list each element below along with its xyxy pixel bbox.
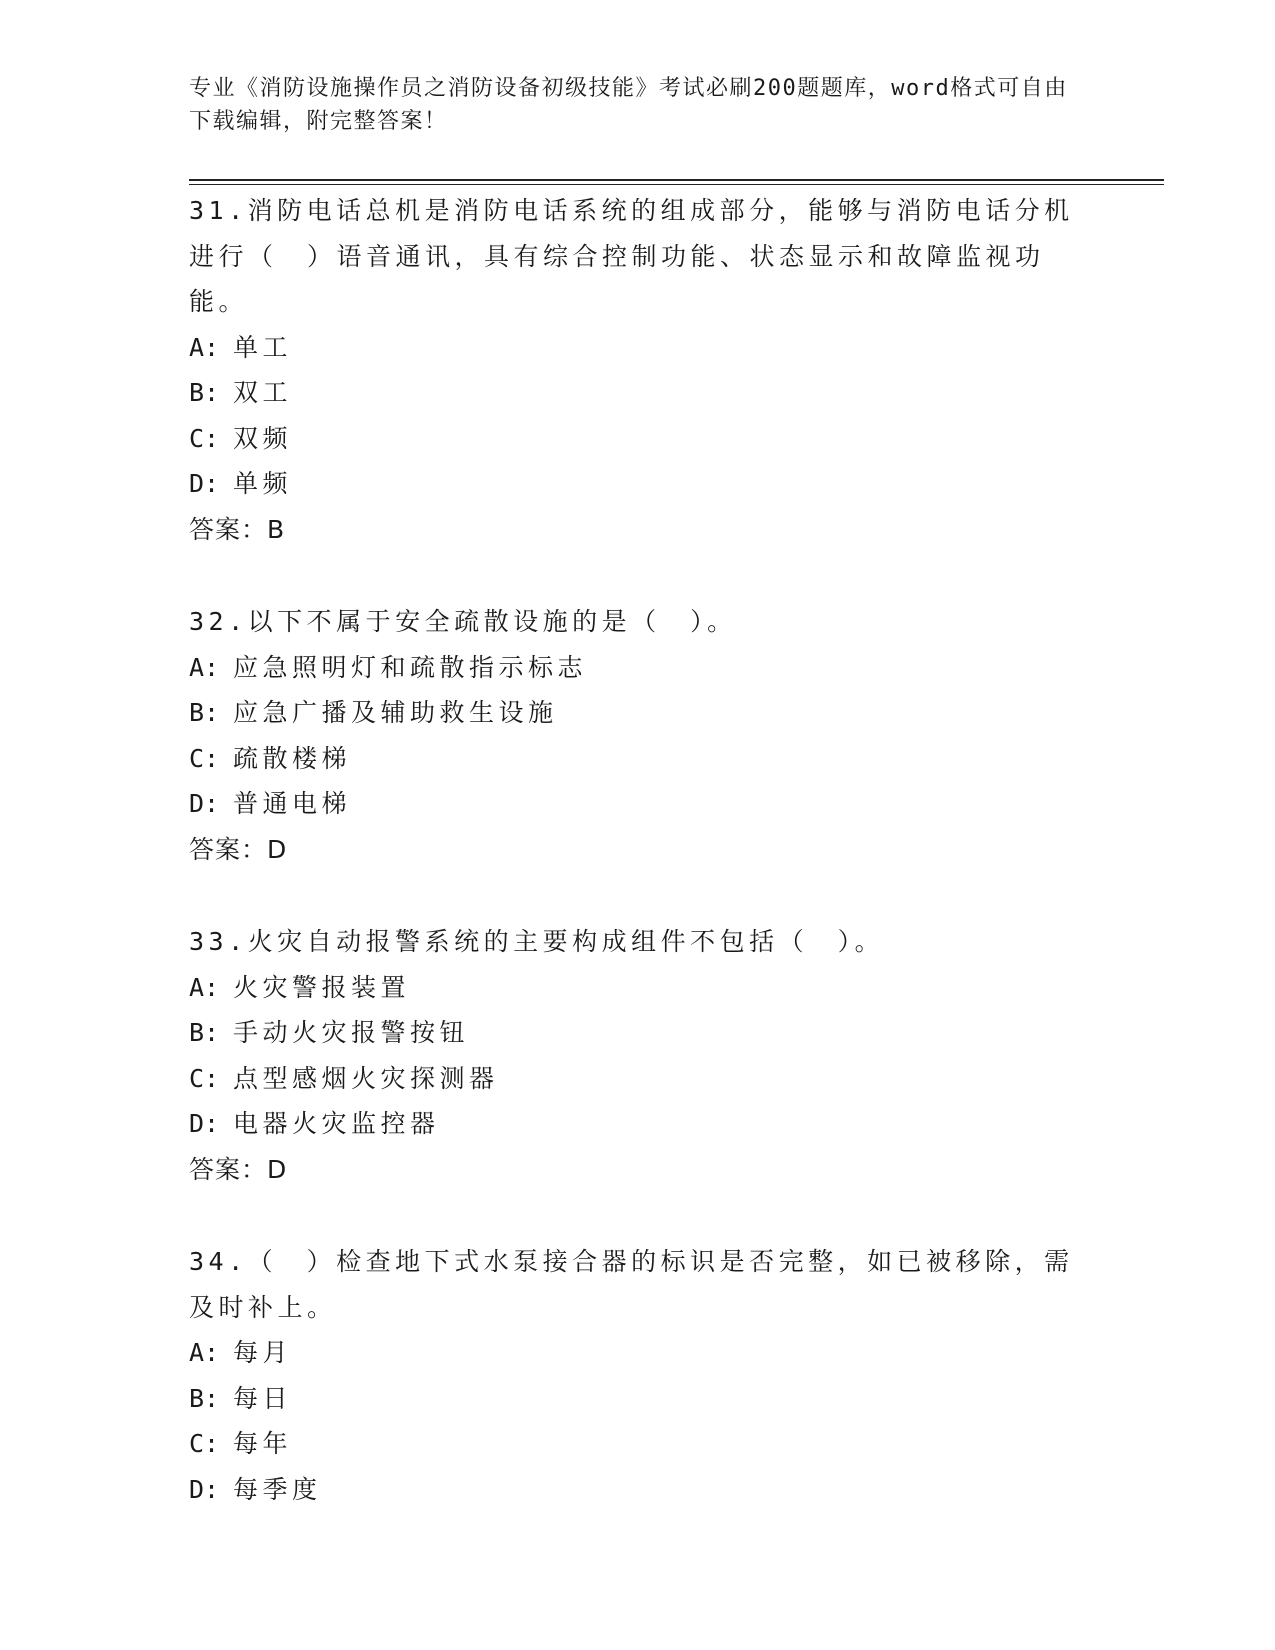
answer-line: 答案：B (189, 514, 286, 544)
option-letter: D: (189, 1474, 220, 1504)
question-31 (189, 188, 1089, 552)
option-text: 应急广播及辅助救生设施 (233, 698, 558, 727)
option-c (189, 416, 1089, 462)
option-text: 手动火灾报警按钮 (233, 1018, 470, 1047)
option-text: 双工 (233, 378, 293, 407)
option-a (189, 645, 1089, 691)
option-d (189, 781, 1089, 827)
option-text: 每日 (233, 1383, 293, 1413)
option-text: 火灾警报装置 (233, 972, 411, 1002)
answer-line: 答案：D (189, 1154, 288, 1184)
option-letter: D: (189, 789, 220, 818)
option-text: 单频 (233, 469, 293, 498)
question-stem: 32.以下不属于安全疏散设施的是（ ）。 (189, 607, 737, 636)
question-list (189, 188, 1089, 1512)
option-letter: A: (189, 652, 220, 682)
option-text: 每月 (233, 1338, 293, 1367)
option-d (189, 1467, 1089, 1513)
option-d (189, 1101, 1089, 1147)
option-letter: B: (189, 378, 220, 407)
question-32 (189, 599, 1089, 872)
option-letter: D: (189, 469, 220, 498)
header-rule-thick (189, 179, 1164, 181)
answer-line: 答案：D (189, 834, 288, 864)
document-header: 专业《消防设施操作员之消防设备初级技能》考试必刷200题题库，word格式可自由下载编辑，附完整答案！ (189, 76, 1068, 134)
option-letter: C: (189, 743, 220, 773)
option-text: 电器火灾监控器 (233, 1109, 440, 1138)
option-b (189, 1010, 1089, 1056)
question-spacer (189, 552, 1089, 599)
option-a (189, 325, 1089, 371)
option-letter: C: (189, 423, 220, 453)
option-text: 应急照明灯和疏散指示标志 (233, 652, 588, 682)
option-d (189, 461, 1089, 507)
option-c (189, 1056, 1089, 1102)
question-34 (189, 1239, 1089, 1512)
option-b (189, 370, 1089, 416)
option-letter: A: (189, 332, 220, 362)
option-letter: C: (189, 1429, 220, 1458)
option-c (189, 736, 1089, 782)
question-stem: 34.（ ）检查地下式水泵接合器的标识是否完整，如已被移除，需及时补上。 (189, 1247, 1074, 1322)
question-spacer (189, 1192, 1089, 1239)
question-33 (189, 919, 1089, 1192)
option-c (189, 1421, 1089, 1467)
option-letter: B: (189, 1383, 220, 1413)
option-text: 每季度 (233, 1474, 322, 1504)
option-b (189, 690, 1089, 736)
option-letter: A: (189, 972, 220, 1002)
question-spacer (189, 872, 1089, 919)
header-rule-thin (189, 184, 1164, 185)
option-letter: D: (189, 1109, 220, 1138)
option-a (189, 965, 1089, 1011)
option-letter: B: (189, 698, 220, 727)
option-letter: A: (189, 1338, 220, 1367)
option-text: 点型感烟火灾探测器 (233, 1063, 499, 1093)
question-stem: 33.火灾自动报警系统的主要构成组件不包括（ ）。 (189, 927, 885, 956)
option-text: 双频 (233, 423, 293, 453)
question-stem: 31.消防电话总机是消防电话系统的组成部分，能够与消防电话分机进行（ ）语音通讯，具有综合控制功能、状态显示和故障监视功能。 (189, 196, 1074, 316)
option-letter: C: (189, 1063, 220, 1093)
option-b (189, 1376, 1089, 1422)
option-text: 普通电梯 (233, 789, 352, 818)
option-text: 每年 (233, 1429, 293, 1458)
option-text: 单工 (233, 332, 293, 362)
option-a (189, 1330, 1089, 1376)
option-text: 疏散楼梯 (233, 743, 352, 773)
option-letter: B: (189, 1018, 220, 1047)
